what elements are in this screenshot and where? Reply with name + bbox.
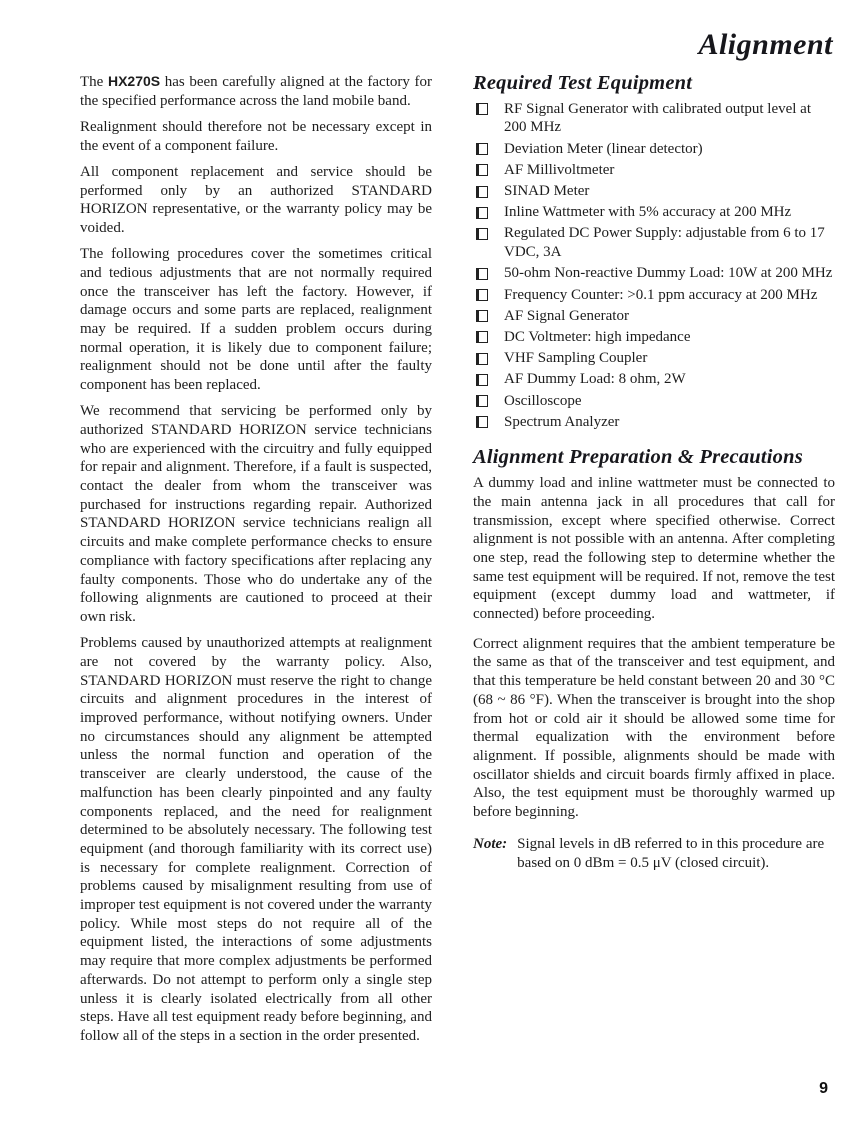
body-paragraph: Problems caused by unauthorized attempts at realignment are not covered by the warranty policy. Also, STANDARD HORIZON must reserve the right to change circuits and alignment procedures in the interest of improved performance, without notifying owners. Under no circumstances should any alignment be attempted unless the normal function and operation of the transceiver are clearly understood, the cause of the malfunction has been clearly pinpointed and any faulty components replaced, and the need for realignment determined to be absolutely necessary. The following test equipment (and thorough familiarity with its correct use) is necessary for complete realignment. Correction of problems caused by misalignment resulting from use of improper test equipment is not covered under the warranty policy. While most steps do not require all of the equipment listed, the interactions of some adjustments may require that more complex adjustments be performed afterwards. Do not attempt to perform only a single step unless it is clearly isolated electrically from all other steps. Have all test equipment ready before beginning, and follow all of the steps in a section in the order presented. xyxy=(80,635,432,1044)
body-paragraph: Correct alignment requires that the ambient temperature be the same as that of the transceiver and test equipment, and that this temperature be held constant between 20 and 30 °C (68 ~ 86 °F). When the transceiver is brought into the shop from hot or cold air it should be allowed some time for thermal equalization with the environment before alignment. If possible, alignments should be made with oscillator shields and circuit boards firmly affixed in place. Also, the test equipment must be thoroughly warmed up before beginning. xyxy=(473,635,835,821)
checkbox-icon xyxy=(476,374,488,386)
equipment-item-label: SINAD Meter xyxy=(504,183,590,200)
checkbox-icon xyxy=(476,310,488,322)
equipment-item-label: AF Dummy Load: 8 ohm, 2W xyxy=(504,371,686,388)
equipment-item-label: DC Voltmeter: high impedance xyxy=(504,328,691,345)
equipment-item xyxy=(473,307,835,326)
page-title: Alignment xyxy=(698,28,833,61)
equipment-item-label: Deviation Meter (linear detector) xyxy=(504,140,703,157)
equipment-item xyxy=(473,100,835,137)
intro-paragraph-suffix: has been carefully aligned at the factory for the specified performance across the land mobile band. xyxy=(80,74,432,109)
checkbox-icon xyxy=(476,268,488,280)
checkbox-icon xyxy=(476,416,488,428)
equipment-item xyxy=(473,286,835,305)
section-heading-required-test-equipment: Required Test Equipment xyxy=(473,72,693,94)
equipment-list xyxy=(473,100,835,432)
right-column xyxy=(473,74,835,872)
equipment-item xyxy=(473,224,835,261)
equipment-item xyxy=(473,264,835,283)
equipment-item-label: AF Signal Generator xyxy=(504,307,629,324)
equipment-item xyxy=(473,203,835,222)
body-paragraph: The following procedures cover the sometimes critical and tedious adjustments that are not normally required once the transceiver has left the factory. However, if damage occurs and some parts are replaced, realignment may be required. If a sudden problem occurs during normal operation, it is likely due to component failure; realignment should not be done until after the faulty component has been replaced. xyxy=(80,246,432,394)
equipment-item xyxy=(473,140,835,159)
checkbox-icon xyxy=(476,164,488,176)
equipment-item-label: RF Signal Generator with calibrated output level at 200 MHz xyxy=(504,100,812,136)
equipment-item xyxy=(473,392,835,411)
equipment-item xyxy=(473,161,835,180)
equipment-item xyxy=(473,413,835,432)
equipment-item xyxy=(473,328,835,347)
equipment-item xyxy=(473,370,835,389)
intro-paragraph xyxy=(80,72,432,110)
model-number: HX270S xyxy=(107,73,161,89)
checkbox-icon xyxy=(476,331,488,343)
equipment-item-label: Spectrum Analyzer xyxy=(504,413,620,430)
page-number: 9 xyxy=(819,1080,828,1097)
equipment-item-label: AF Millivoltmeter xyxy=(504,161,615,178)
equipment-item xyxy=(473,349,835,368)
checkbox-icon xyxy=(476,289,488,301)
equipment-item-label: 50-ohm Non-reactive Dummy Load: 10W at 200 MHz xyxy=(504,265,833,282)
checkbox-icon xyxy=(476,103,488,115)
equipment-item-label: Regulated DC Power Supply: adjustable from 6 to 17 VDC, 3A xyxy=(504,225,825,261)
equipment-item-label: Frequency Counter: >0.1 ppm accuracy at 200 MHz xyxy=(504,286,818,303)
equipment-item-label: Oscilloscope xyxy=(504,392,582,409)
equipment-item-label: VHF Sampling Coupler xyxy=(504,350,648,367)
body-paragraph: A dummy load and inline wattmeter must be connected to the main antenna jack in all procedures that call for transmission, except where specified otherwise. Correct alignment is not possible with an antenna. After completing one step, read the following step to determine whether the same test equipment will be required. If not, remove the test equipment (except dummy load and wattmeter, if connected) before proceeding. xyxy=(473,475,835,623)
left-column xyxy=(80,72,432,1053)
section-heading-alignment-preparation: Alignment Preparation & Precautions xyxy=(473,446,803,469)
checkbox-icon xyxy=(476,395,488,407)
checkbox-icon xyxy=(476,143,488,155)
checkbox-icon xyxy=(476,353,488,365)
note-label: Note: xyxy=(473,835,508,852)
note-text: Signal levels in dB referred to in this procedure are based on 0 dBm = 0.5 μV (closed circuit). xyxy=(517,835,825,871)
intro-paragraph-prefix: The xyxy=(80,74,108,90)
checkbox-icon xyxy=(476,207,488,219)
body-paragraph: We recommend that servicing be performed only by authorized STANDARD HORIZON service technicians who are experienced with the circuitry and fully equipped for repair and alignment. Therefore, if a fault is suspected, contact the dealer from whom the transceiver was purchased for instructions regarding repair. Authorized STANDARD HORIZON service technicians realign all circuits and make complete performance checks to ensure compliance with factory specifications after replacing any faulty components. Those who do undertake any of the following alignments are cautioned to proceed at their own risk. xyxy=(80,403,432,625)
checkbox-icon xyxy=(476,228,488,240)
body-paragraph: All component replacement and service should be performed only by an authorized STANDARD HORIZON representative, or the warranty policy may be voided. xyxy=(80,163,432,236)
equipment-item xyxy=(473,182,835,201)
note-block xyxy=(473,835,835,872)
equipment-item-label: Inline Wattmeter with 5% accuracy at 200 MHz xyxy=(504,204,792,221)
checkbox-icon xyxy=(476,186,488,198)
body-paragraph: Realignment should therefore not be necessary except in the event of a component failure. xyxy=(80,118,432,154)
